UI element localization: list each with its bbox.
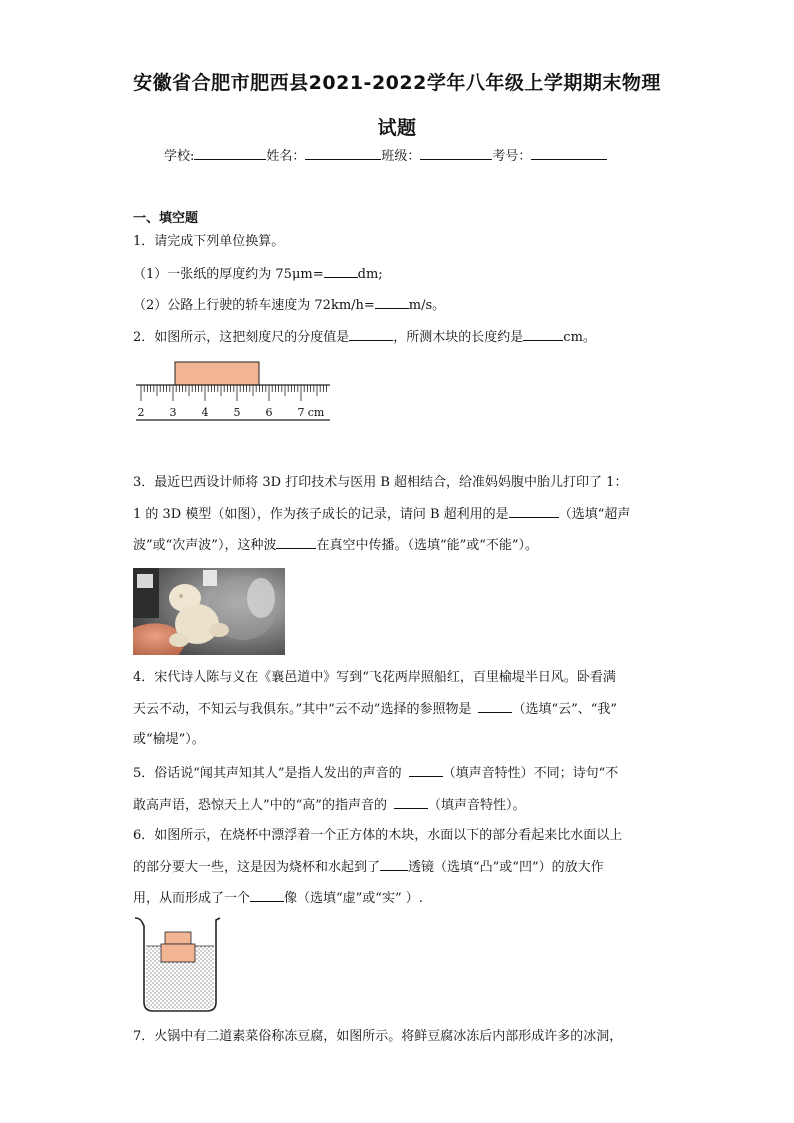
exam-title-line1: 安徽省合肥市肥西县2021-2022学年八年级上学期期末物理 (133, 72, 661, 94)
q5-line2 (133, 796, 525, 815)
q6-line3 (133, 889, 423, 908)
q6-line1: 6．如图所示，在烧杯中漂浮着一个正方体的木块，水面以下的部分看起来比水面以上 (133, 828, 623, 843)
q5-blank-1[interactable] (409, 764, 443, 777)
q2-blank-2[interactable] (523, 328, 563, 341)
q1-part1-blank[interactable] (324, 265, 358, 278)
q6-line3-text: 用，从而形成了一个 (133, 891, 251, 906)
ruler-label: 4 (201, 406, 209, 419)
q5-line1 (133, 764, 618, 783)
q3-line2-post: （选填“超声 (558, 507, 631, 522)
q5-blank-2[interactable] (394, 796, 428, 809)
q2-text (133, 328, 596, 347)
q2-text-post: cm。 (563, 330, 596, 345)
q6-blank-2[interactable] (250, 889, 284, 902)
q2-text-pre: 2．如图所示，这把刻度尺的分度值是 (133, 330, 350, 345)
q1-part1-text: （1）一张纸的厚度约为 75μm= (133, 267, 324, 282)
q3-line3-text: 波”或“次声波”），这种波 (133, 538, 277, 553)
q1-part1-unit: dm; (357, 267, 383, 282)
school-label: 学校: (164, 149, 195, 164)
exam-number-blank[interactable] (531, 147, 607, 160)
q4-line2-text: 天云不动，不知云与我俱东。”其中“云不动”选择的参照物是 (133, 702, 472, 717)
q6-blank-1[interactable] (380, 858, 408, 871)
q1-part2-text: （2）公路上行驶的轿车速度为 72km/h= (133, 298, 375, 313)
wood-block (175, 362, 259, 385)
q7-line1: 7．火锅中有二道素菜俗称冻豆腐，如图所示。将鲜豆腐冰冻后内部形成许多的冰洞， (133, 1029, 623, 1044)
q3-blank-1[interactable] (509, 505, 559, 518)
q6-line3-post: 像（选填“虚”或“实” ）. (284, 891, 423, 906)
floating-cube (165, 932, 191, 944)
q5-line2-post: （填声音特性）。 (427, 798, 526, 813)
ruler-label: cm (307, 406, 325, 419)
name-label: 姓名： (266, 149, 306, 164)
ruler-ticks (141, 385, 327, 401)
q2-blank-1[interactable] (349, 328, 393, 341)
q6-line2-post: 透镜（选填“凸”或“凹”）的放大作 (408, 860, 604, 875)
class-blank[interactable] (420, 147, 492, 160)
q3-line2 (133, 505, 630, 524)
q3-line3 (133, 536, 538, 555)
q1-part2 (133, 296, 445, 315)
q1-stem: 1．请完成下列单位换算。 (133, 234, 285, 249)
section-title: 一、填空题 (133, 211, 199, 226)
beaker-figure (132, 914, 224, 1014)
exam-number-label: 考号： (492, 149, 532, 164)
submerged-cube (161, 944, 195, 962)
ruler-label: 7 (297, 406, 305, 419)
q1-part2-unit: m/s。 (408, 298, 446, 313)
ruler-labels (138, 406, 325, 419)
q6-line2-text: 的部分要大一些，这是因为烧杯和水起到了 (133, 860, 381, 875)
q5-line1-post: （填声音特性）不同；诗句“不 (442, 766, 619, 781)
q3-line2-text: 1 的 3D 模型（如图），作为孩子成长的记录，请问 B 超利用的是 (133, 507, 509, 522)
q6-line2 (133, 858, 604, 877)
q1-part2-blank[interactable] (375, 296, 409, 309)
school-blank[interactable] (194, 147, 266, 160)
q4-line3: 或“榆堤”）。 (133, 732, 205, 747)
q4-blank[interactable] (478, 700, 512, 713)
ruler-figure (130, 355, 340, 427)
student-info-row (164, 145, 607, 164)
q3-line3-post: 在真空中传播。（选填“能”或“不能”）。 (316, 538, 539, 553)
q3-blank-2[interactable] (276, 536, 316, 549)
exam-title-line2: 试题 (377, 117, 417, 139)
q5-line2-text: 敢高声语，恐惊天上人”中的“高”的指声音的 (133, 798, 387, 813)
ruler-label: 6 (265, 406, 273, 419)
q1-part1 (133, 265, 383, 284)
ruler-label: 3 (169, 406, 177, 419)
q3-line1: 3．最近巴西设计师将 3D 打印技术与医用 B 超相结合，给准妈妈腹中胎儿打印了 1： (133, 475, 628, 490)
fetus-model-photo (133, 568, 285, 655)
q4-line2-post: （选填“云”、“我” (512, 702, 618, 717)
q2-text-mid: ，所测木块的长度约是 (393, 330, 524, 345)
q4-line2 (133, 700, 617, 719)
ruler-label: 2 (137, 406, 145, 419)
class-label: 班级： (381, 149, 421, 164)
q4-line1: 4．宋代诗人陈与义在《襄邑道中》写到“飞花两岸照船红，百里榆堤半日风。卧看满 (133, 670, 616, 685)
ruler-label: 5 (233, 406, 241, 419)
q5-line1-text: 5．俗话说“闻其声知其人”是指人发出的声音的 (133, 766, 402, 781)
name-blank[interactable] (305, 147, 381, 160)
